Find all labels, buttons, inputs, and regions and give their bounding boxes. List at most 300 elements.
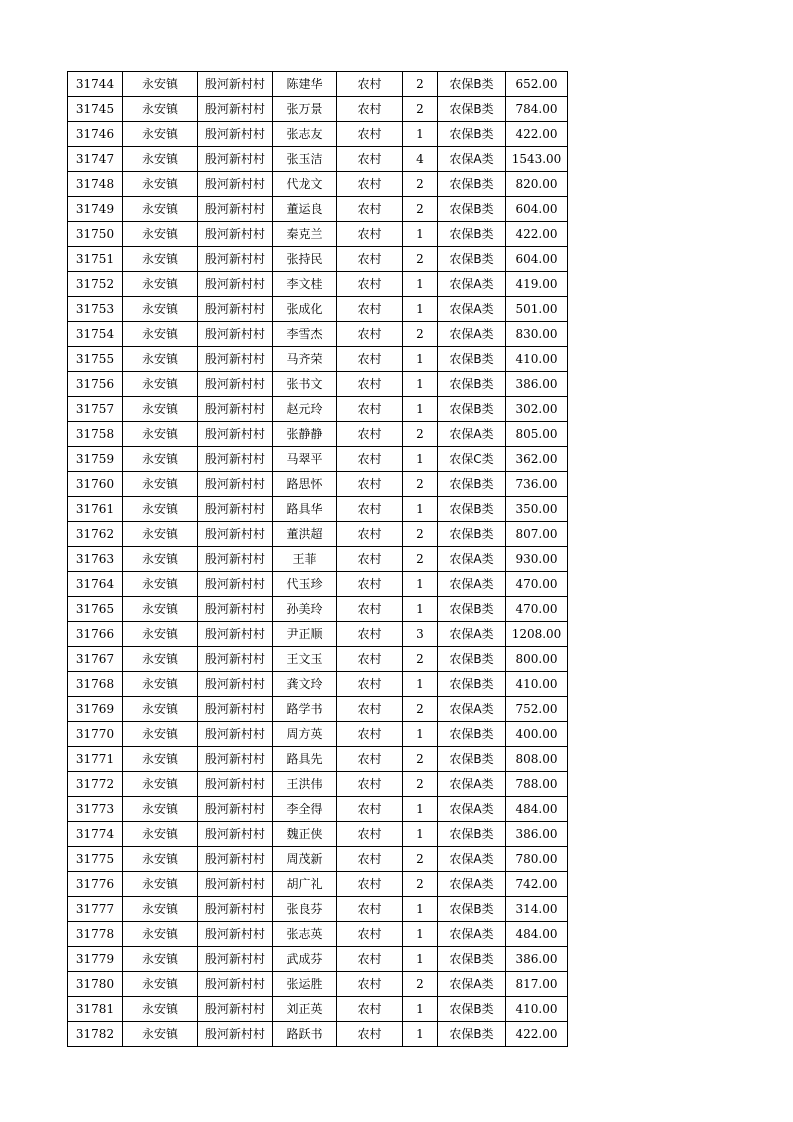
cell-type: 农村 <box>337 647 403 672</box>
cell-village: 殷河新村村 <box>198 972 273 997</box>
cell-town: 永安镇 <box>123 622 198 647</box>
cell-id: 31769 <box>68 697 123 722</box>
cell-category: 农保B类 <box>438 822 506 847</box>
cell-town: 永安镇 <box>123 697 198 722</box>
cell-amount: 742.00 <box>506 872 568 897</box>
cell-village: 殷河新村村 <box>198 647 273 672</box>
cell-town: 永安镇 <box>123 1022 198 1047</box>
cell-amount: 805.00 <box>506 422 568 447</box>
cell-amount: 830.00 <box>506 322 568 347</box>
table-row <box>68 422 568 447</box>
table-row <box>68 622 568 647</box>
cell-village: 殷河新村村 <box>198 447 273 472</box>
cell-category: 农保B类 <box>438 597 506 622</box>
cell-count: 2 <box>403 172 438 197</box>
cell-town: 永安镇 <box>123 897 198 922</box>
cell-count: 2 <box>403 472 438 497</box>
cell-amount: 1543.00 <box>506 147 568 172</box>
cell-count: 1 <box>403 272 438 297</box>
cell-name: 龚文玲 <box>273 672 337 697</box>
cell-id: 31782 <box>68 1022 123 1047</box>
cell-count: 1 <box>403 222 438 247</box>
table-row <box>68 922 568 947</box>
table-row <box>68 897 568 922</box>
cell-type: 农村 <box>337 847 403 872</box>
roster-body <box>68 72 568 1047</box>
cell-village: 殷河新村村 <box>198 797 273 822</box>
cell-type: 农村 <box>337 797 403 822</box>
cell-type: 农村 <box>337 122 403 147</box>
cell-category: 农保B类 <box>438 72 506 97</box>
cell-village: 殷河新村村 <box>198 722 273 747</box>
cell-count: 1 <box>403 447 438 472</box>
table-row <box>68 872 568 897</box>
cell-id: 31778 <box>68 922 123 947</box>
cell-name: 武成芬 <box>273 947 337 972</box>
cell-type: 农村 <box>337 297 403 322</box>
cell-town: 永安镇 <box>123 522 198 547</box>
table-row <box>68 672 568 697</box>
cell-id: 31775 <box>68 847 123 872</box>
cell-town: 永安镇 <box>123 197 198 222</box>
cell-name: 张成化 <box>273 297 337 322</box>
cell-name: 李雪杰 <box>273 322 337 347</box>
cell-village: 殷河新村村 <box>198 322 273 347</box>
table-row <box>68 722 568 747</box>
cell-type: 农村 <box>337 1022 403 1047</box>
cell-amount: 386.00 <box>506 372 568 397</box>
cell-type: 农村 <box>337 547 403 572</box>
cell-town: 永安镇 <box>123 747 198 772</box>
cell-amount: 752.00 <box>506 697 568 722</box>
cell-town: 永安镇 <box>123 672 198 697</box>
cell-category: 农保A类 <box>438 147 506 172</box>
table-row <box>68 97 568 122</box>
cell-category: 农保C类 <box>438 447 506 472</box>
cell-category: 农保B类 <box>438 497 506 522</box>
cell-type: 农村 <box>337 722 403 747</box>
cell-town: 永安镇 <box>123 72 198 97</box>
cell-type: 农村 <box>337 97 403 122</box>
cell-village: 殷河新村村 <box>198 247 273 272</box>
cell-category: 农保A类 <box>438 322 506 347</box>
cell-id: 31762 <box>68 522 123 547</box>
cell-id: 31774 <box>68 822 123 847</box>
cell-name: 张玉洁 <box>273 147 337 172</box>
cell-name: 路具华 <box>273 497 337 522</box>
cell-count: 2 <box>403 522 438 547</box>
cell-id: 31765 <box>68 597 123 622</box>
cell-category: 农保A类 <box>438 972 506 997</box>
cell-id: 31753 <box>68 297 123 322</box>
table-row <box>68 1022 568 1047</box>
cell-name: 王洪伟 <box>273 772 337 797</box>
cell-type: 农村 <box>337 422 403 447</box>
cell-name: 张持民 <box>273 247 337 272</box>
cell-count: 1 <box>403 347 438 372</box>
cell-category: 农保A类 <box>438 697 506 722</box>
table-row <box>68 397 568 422</box>
cell-id: 31766 <box>68 622 123 647</box>
cell-amount: 800.00 <box>506 647 568 672</box>
table-row <box>68 497 568 522</box>
cell-name: 马翠平 <box>273 447 337 472</box>
cell-type: 农村 <box>337 372 403 397</box>
table-row <box>68 747 568 772</box>
table-row <box>68 822 568 847</box>
cell-amount: 470.00 <box>506 597 568 622</box>
cell-count: 2 <box>403 322 438 347</box>
table-row <box>68 597 568 622</box>
cell-count: 2 <box>403 872 438 897</box>
cell-name: 魏正侠 <box>273 822 337 847</box>
cell-amount: 350.00 <box>506 497 568 522</box>
cell-town: 永安镇 <box>123 647 198 672</box>
cell-id: 31748 <box>68 172 123 197</box>
table-row <box>68 772 568 797</box>
cell-name: 代玉珍 <box>273 572 337 597</box>
cell-village: 殷河新村村 <box>198 197 273 222</box>
cell-type: 农村 <box>337 622 403 647</box>
cell-count: 2 <box>403 972 438 997</box>
cell-count: 2 <box>403 422 438 447</box>
cell-id: 31744 <box>68 72 123 97</box>
cell-amount: 1208.00 <box>506 622 568 647</box>
cell-category: 农保B类 <box>438 397 506 422</box>
table-row <box>68 297 568 322</box>
table-row <box>68 472 568 497</box>
cell-category: 农保A类 <box>438 547 506 572</box>
cell-name: 张良芬 <box>273 897 337 922</box>
cell-count: 2 <box>403 72 438 97</box>
cell-count: 1 <box>403 672 438 697</box>
cell-type: 农村 <box>337 397 403 422</box>
cell-amount: 386.00 <box>506 947 568 972</box>
cell-amount: 400.00 <box>506 722 568 747</box>
cell-category: 农保A类 <box>438 872 506 897</box>
table-row <box>68 347 568 372</box>
table-row <box>68 122 568 147</box>
cell-name: 张志友 <box>273 122 337 147</box>
cell-type: 农村 <box>337 697 403 722</box>
cell-category: 农保B类 <box>438 672 506 697</box>
table-row <box>68 447 568 472</box>
cell-village: 殷河新村村 <box>198 147 273 172</box>
cell-id: 31776 <box>68 872 123 897</box>
cell-type: 农村 <box>337 322 403 347</box>
cell-amount: 314.00 <box>506 897 568 922</box>
cell-category: 农保B类 <box>438 997 506 1022</box>
cell-count: 1 <box>403 122 438 147</box>
cell-id: 31779 <box>68 947 123 972</box>
cell-amount: 780.00 <box>506 847 568 872</box>
cell-type: 农村 <box>337 997 403 1022</box>
cell-village: 殷河新村村 <box>198 747 273 772</box>
cell-village: 殷河新村村 <box>198 122 273 147</box>
cell-type: 农村 <box>337 522 403 547</box>
table-row <box>68 522 568 547</box>
cell-town: 永安镇 <box>123 97 198 122</box>
cell-amount: 484.00 <box>506 797 568 822</box>
cell-name: 王菲 <box>273 547 337 572</box>
cell-amount: 484.00 <box>506 922 568 947</box>
cell-village: 殷河新村村 <box>198 472 273 497</box>
cell-amount: 808.00 <box>506 747 568 772</box>
cell-type: 农村 <box>337 897 403 922</box>
cell-amount: 419.00 <box>506 272 568 297</box>
table-row <box>68 247 568 272</box>
table-row <box>68 797 568 822</box>
cell-town: 永安镇 <box>123 497 198 522</box>
cell-village: 殷河新村村 <box>198 697 273 722</box>
cell-type: 农村 <box>337 272 403 297</box>
cell-name: 王文玉 <box>273 647 337 672</box>
cell-village: 殷河新村村 <box>198 897 273 922</box>
cell-count: 1 <box>403 947 438 972</box>
cell-village: 殷河新村村 <box>198 672 273 697</box>
cell-type: 农村 <box>337 197 403 222</box>
cell-type: 农村 <box>337 572 403 597</box>
cell-type: 农村 <box>337 672 403 697</box>
cell-type: 农村 <box>337 147 403 172</box>
cell-amount: 604.00 <box>506 247 568 272</box>
cell-village: 殷河新村村 <box>198 172 273 197</box>
cell-id: 31746 <box>68 122 123 147</box>
cell-village: 殷河新村村 <box>198 422 273 447</box>
cell-amount: 410.00 <box>506 672 568 697</box>
cell-count: 1 <box>403 997 438 1022</box>
cell-village: 殷河新村村 <box>198 97 273 122</box>
cell-id: 31757 <box>68 397 123 422</box>
cell-type: 农村 <box>337 972 403 997</box>
cell-town: 永安镇 <box>123 247 198 272</box>
cell-town: 永安镇 <box>123 822 198 847</box>
table-row <box>68 222 568 247</box>
cell-type: 农村 <box>337 447 403 472</box>
cell-name: 张万景 <box>273 97 337 122</box>
cell-count: 1 <box>403 297 438 322</box>
cell-village: 殷河新村村 <box>198 597 273 622</box>
cell-village: 殷河新村村 <box>198 622 273 647</box>
cell-category: 农保A类 <box>438 572 506 597</box>
cell-amount: 820.00 <box>506 172 568 197</box>
cell-village: 殷河新村村 <box>198 922 273 947</box>
cell-town: 永安镇 <box>123 997 198 1022</box>
cell-category: 农保B类 <box>438 197 506 222</box>
cell-village: 殷河新村村 <box>198 947 273 972</box>
cell-village: 殷河新村村 <box>198 497 273 522</box>
cell-name: 李全得 <box>273 797 337 822</box>
cell-id: 31749 <box>68 197 123 222</box>
cell-category: 农保B类 <box>438 472 506 497</box>
cell-count: 1 <box>403 497 438 522</box>
table-row <box>68 697 568 722</box>
cell-type: 农村 <box>337 747 403 772</box>
cell-amount: 807.00 <box>506 522 568 547</box>
cell-count: 2 <box>403 772 438 797</box>
cell-category: 农保B类 <box>438 222 506 247</box>
cell-town: 永安镇 <box>123 922 198 947</box>
table-row <box>68 547 568 572</box>
cell-count: 2 <box>403 547 438 572</box>
cell-village: 殷河新村村 <box>198 72 273 97</box>
cell-name: 周方英 <box>273 722 337 747</box>
cell-id: 31755 <box>68 347 123 372</box>
table-row <box>68 997 568 1022</box>
table-row <box>68 647 568 672</box>
cell-amount: 930.00 <box>506 547 568 572</box>
cell-amount: 386.00 <box>506 822 568 847</box>
cell-category: 农保B类 <box>438 97 506 122</box>
cell-category: 农保A类 <box>438 772 506 797</box>
cell-id: 31752 <box>68 272 123 297</box>
cell-count: 2 <box>403 847 438 872</box>
cell-count: 2 <box>403 97 438 122</box>
cell-town: 永安镇 <box>123 447 198 472</box>
cell-type: 农村 <box>337 947 403 972</box>
cell-amount: 302.00 <box>506 397 568 422</box>
cell-count: 1 <box>403 922 438 947</box>
cell-category: 农保A类 <box>438 622 506 647</box>
cell-name: 董运良 <box>273 197 337 222</box>
cell-amount: 362.00 <box>506 447 568 472</box>
cell-name: 刘正英 <box>273 997 337 1022</box>
cell-count: 1 <box>403 897 438 922</box>
table-row <box>68 972 568 997</box>
cell-town: 永安镇 <box>123 572 198 597</box>
cell-category: 农保B类 <box>438 247 506 272</box>
cell-town: 永安镇 <box>123 847 198 872</box>
cell-village: 殷河新村村 <box>198 522 273 547</box>
cell-amount: 410.00 <box>506 997 568 1022</box>
cell-village: 殷河新村村 <box>198 772 273 797</box>
cell-village: 殷河新村村 <box>198 847 273 872</box>
cell-name: 尹正顺 <box>273 622 337 647</box>
cell-town: 永安镇 <box>123 772 198 797</box>
cell-name: 周茂新 <box>273 847 337 872</box>
cell-name: 董洪超 <box>273 522 337 547</box>
cell-id: 31760 <box>68 472 123 497</box>
cell-category: 农保B类 <box>438 722 506 747</box>
cell-count: 1 <box>403 822 438 847</box>
cell-id: 31780 <box>68 972 123 997</box>
table-row <box>68 172 568 197</box>
cell-id: 31747 <box>68 147 123 172</box>
cell-count: 1 <box>403 722 438 747</box>
cell-type: 农村 <box>337 922 403 947</box>
cell-id: 31764 <box>68 572 123 597</box>
cell-id: 31770 <box>68 722 123 747</box>
cell-type: 农村 <box>337 472 403 497</box>
cell-village: 殷河新村村 <box>198 347 273 372</box>
cell-name: 张志英 <box>273 922 337 947</box>
table-row <box>68 372 568 397</box>
cell-category: 农保B类 <box>438 947 506 972</box>
cell-town: 永安镇 <box>123 972 198 997</box>
cell-category: 农保A类 <box>438 297 506 322</box>
cell-town: 永安镇 <box>123 597 198 622</box>
cell-id: 31750 <box>68 222 123 247</box>
cell-amount: 422.00 <box>506 122 568 147</box>
cell-id: 31751 <box>68 247 123 272</box>
table-row <box>68 197 568 222</box>
cell-amount: 652.00 <box>506 72 568 97</box>
cell-town: 永安镇 <box>123 272 198 297</box>
cell-count: 1 <box>403 372 438 397</box>
cell-name: 路跃书 <box>273 1022 337 1047</box>
cell-town: 永安镇 <box>123 372 198 397</box>
cell-name: 秦克兰 <box>273 222 337 247</box>
cell-amount: 736.00 <box>506 472 568 497</box>
cell-id: 31759 <box>68 447 123 472</box>
cell-village: 殷河新村村 <box>198 272 273 297</box>
cell-village: 殷河新村村 <box>198 397 273 422</box>
cell-name: 路学书 <box>273 697 337 722</box>
cell-count: 2 <box>403 697 438 722</box>
cell-town: 永安镇 <box>123 422 198 447</box>
cell-town: 永安镇 <box>123 797 198 822</box>
cell-town: 永安镇 <box>123 872 198 897</box>
cell-type: 农村 <box>337 222 403 247</box>
cell-town: 永安镇 <box>123 172 198 197</box>
cell-type: 农村 <box>337 772 403 797</box>
cell-amount: 470.00 <box>506 572 568 597</box>
cell-count: 2 <box>403 647 438 672</box>
cell-id: 31768 <box>68 672 123 697</box>
table-row <box>68 847 568 872</box>
cell-id: 31763 <box>68 547 123 572</box>
cell-count: 1 <box>403 572 438 597</box>
cell-count: 2 <box>403 197 438 222</box>
cell-id: 31771 <box>68 747 123 772</box>
subsidy-roster-table <box>67 71 568 1047</box>
cell-category: 农保B类 <box>438 172 506 197</box>
cell-name: 陈建华 <box>273 72 337 97</box>
cell-amount: 501.00 <box>506 297 568 322</box>
cell-id: 31758 <box>68 422 123 447</box>
cell-name: 马齐荣 <box>273 347 337 372</box>
cell-count: 1 <box>403 597 438 622</box>
cell-amount: 784.00 <box>506 97 568 122</box>
cell-count: 2 <box>403 247 438 272</box>
cell-name: 赵元玲 <box>273 397 337 422</box>
cell-category: 农保A类 <box>438 847 506 872</box>
cell-id: 31773 <box>68 797 123 822</box>
table-row <box>68 572 568 597</box>
table-row <box>68 72 568 97</box>
cell-name: 孙美玲 <box>273 597 337 622</box>
table-row <box>68 147 568 172</box>
cell-category: 农保A类 <box>438 422 506 447</box>
cell-name: 张书文 <box>273 372 337 397</box>
cell-amount: 422.00 <box>506 222 568 247</box>
cell-count: 1 <box>403 797 438 822</box>
cell-id: 31756 <box>68 372 123 397</box>
cell-name: 张静静 <box>273 422 337 447</box>
cell-category: 农保B类 <box>438 522 506 547</box>
cell-village: 殷河新村村 <box>198 572 273 597</box>
cell-id: 31781 <box>68 997 123 1022</box>
cell-town: 永安镇 <box>123 722 198 747</box>
cell-id: 31767 <box>68 647 123 672</box>
cell-name: 张运胜 <box>273 972 337 997</box>
cell-category: 农保B类 <box>438 122 506 147</box>
cell-village: 殷河新村村 <box>198 222 273 247</box>
cell-category: 农保A类 <box>438 922 506 947</box>
cell-village: 殷河新村村 <box>198 872 273 897</box>
cell-name: 路具先 <box>273 747 337 772</box>
cell-count: 3 <box>403 622 438 647</box>
